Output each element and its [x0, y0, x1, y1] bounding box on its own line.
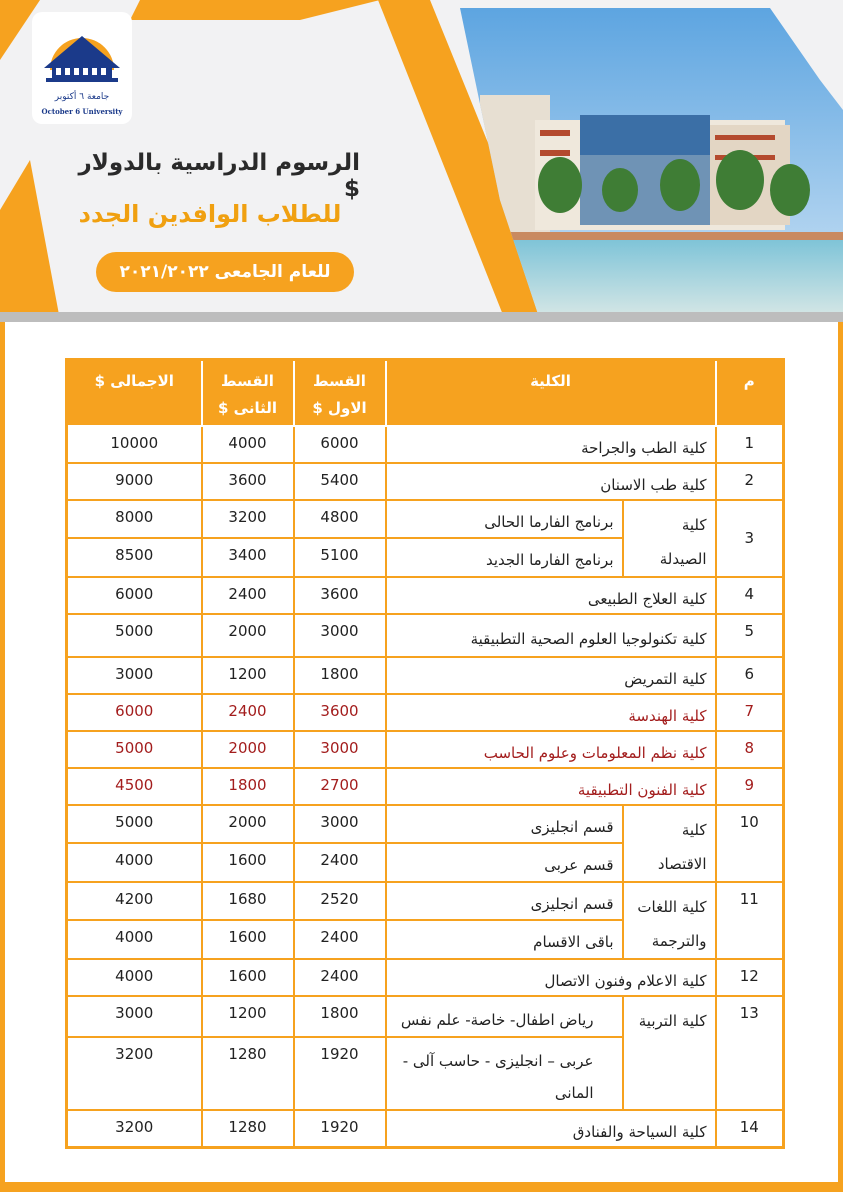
table-row — [67, 614, 784, 657]
table-row — [67, 731, 784, 768]
total-fee: 8500 — [67, 538, 202, 577]
second-installment: 1800 — [202, 768, 294, 805]
table-row — [67, 657, 784, 694]
faculty-name: كلية الهندسة — [386, 694, 716, 731]
first-installment: 3600 — [294, 694, 386, 731]
table-row — [67, 805, 784, 844]
total-fee: 6000 — [67, 577, 202, 614]
first-installment: 2400 — [294, 920, 386, 959]
faculty-name: كلية العلاج الطبيعى — [386, 577, 716, 614]
program-name: قسم عربى — [386, 843, 623, 882]
second-installment: 3400 — [202, 538, 294, 577]
first-installment: 2700 — [294, 768, 386, 805]
row-number: 12 — [716, 959, 784, 996]
first-installment: 6000 — [294, 426, 386, 463]
first-installment: 5100 — [294, 538, 386, 577]
row-number: 4 — [716, 577, 784, 614]
header-banner — [0, 0, 843, 320]
second-installment: 1600 — [202, 920, 294, 959]
program-name: برنامج الفارما الجديد — [386, 538, 623, 577]
total-fee: 4000 — [67, 920, 202, 959]
first-installment: 1920 — [294, 1110, 386, 1148]
faculty-name: كلية الاقتصاد — [623, 805, 716, 882]
faculty-name: كلية التربية — [623, 996, 716, 1110]
table-row — [67, 882, 784, 921]
table-row — [67, 959, 784, 996]
university-logo — [32, 12, 132, 124]
program-name: قسم انجليزى — [386, 805, 623, 844]
second-installment: 2000 — [202, 731, 294, 768]
faculty-name: كلية السياحة والفنادق — [386, 1110, 716, 1148]
program-name: رياض اطفال- خاصة- علم نفس — [386, 996, 623, 1037]
academic-year-badge: للعام الجامعى ٢٠٢١/٢٠٢٢ — [96, 252, 354, 292]
page-subtitle: للطلاب الوافدين الجدد — [78, 200, 342, 228]
row-number: 11 — [716, 882, 784, 959]
faculty-name: كلية طب الاسنان — [386, 463, 716, 500]
logo-mark — [32, 12, 132, 92]
total-fee: 4000 — [67, 843, 202, 882]
total-fee: 5000 — [67, 731, 202, 768]
second-installment: 1280 — [202, 1110, 294, 1148]
total-fee: 5000 — [67, 614, 202, 657]
campus-photo — [440, 0, 843, 320]
table-row — [67, 768, 784, 805]
row-number: 7 — [716, 694, 784, 731]
second-installment: 2400 — [202, 694, 294, 731]
table-row — [67, 463, 784, 500]
header-total: الاجمالى $ — [67, 360, 202, 426]
second-installment: 1200 — [202, 657, 294, 694]
first-installment: 1800 — [294, 657, 386, 694]
row-number: 9 — [716, 768, 784, 805]
first-installment: 3600 — [294, 577, 386, 614]
first-installment: 5400 — [294, 463, 386, 500]
table-header-row — [67, 360, 784, 426]
faculty-name: كلية تكنولوجيا العلوم الصحية التطبيقية — [386, 614, 716, 657]
first-installment: 3000 — [294, 614, 386, 657]
row-number: 8 — [716, 731, 784, 768]
first-installment: 2400 — [294, 959, 386, 996]
total-fee: 4000 — [67, 959, 202, 996]
second-installment: 2000 — [202, 805, 294, 844]
total-fee: 10000 — [67, 426, 202, 463]
second-installment: 3200 — [202, 500, 294, 539]
second-installment: 1680 — [202, 882, 294, 921]
faculty-name: كلية اللغات والترجمة — [623, 882, 716, 959]
second-installment: 2400 — [202, 577, 294, 614]
first-installment: 3000 — [294, 805, 386, 844]
faculty-name: كلية الطب والجراحة — [386, 426, 716, 463]
table-row — [67, 1110, 784, 1148]
row-number: 3 — [716, 500, 784, 577]
header-second-installment: القسط الثانى $ — [202, 360, 294, 426]
row-number: 5 — [716, 614, 784, 657]
fees-table — [65, 358, 785, 1149]
program-name: برنامج الفارما الحالى — [386, 500, 623, 539]
logo-text-english: October 6 University — [41, 107, 123, 116]
total-fee: 4500 — [67, 768, 202, 805]
first-installment: 2400 — [294, 843, 386, 882]
first-installment: 2520 — [294, 882, 386, 921]
header-first-installment: القسط الاول $ — [294, 360, 386, 426]
faculty-name: كلية نظم المعلومات وعلوم الحاسب — [386, 731, 716, 768]
total-fee: 4200 — [67, 882, 202, 921]
row-number: 2 — [716, 463, 784, 500]
second-installment: 4000 — [202, 426, 294, 463]
total-fee: 6000 — [67, 694, 202, 731]
header-faculty: الكلية — [386, 360, 716, 426]
second-installment: 1200 — [202, 996, 294, 1037]
table-row — [67, 500, 784, 539]
first-installment: 1920 — [294, 1037, 386, 1110]
faculty-name: كلية التمريض — [386, 657, 716, 694]
header-number: م — [716, 360, 784, 426]
first-installment: 1800 — [294, 996, 386, 1037]
table-row — [67, 694, 784, 731]
program-name: قسم انجليزى — [386, 882, 623, 921]
total-fee: 3200 — [67, 1037, 202, 1110]
total-fee: 3000 — [67, 996, 202, 1037]
row-number: 14 — [716, 1110, 784, 1148]
total-fee: 3000 — [67, 657, 202, 694]
total-fee: 3200 — [67, 1110, 202, 1148]
table-row — [67, 426, 784, 463]
faculty-name: كلية الصيدلة — [623, 500, 716, 577]
row-number: 10 — [716, 805, 784, 882]
total-fee: 9000 — [67, 463, 202, 500]
table-row — [67, 996, 784, 1037]
total-fee: 8000 — [67, 500, 202, 539]
second-installment: 1600 — [202, 843, 294, 882]
first-installment: 3000 — [294, 731, 386, 768]
faculty-name: كلية الفنون التطبيقية — [386, 768, 716, 805]
header-divider — [0, 312, 843, 322]
second-installment: 2000 — [202, 614, 294, 657]
faculty-name: كلية الاعلام وفنون الاتصال — [386, 959, 716, 996]
logo-text-arabic: جامعة ٦ أكتوبر — [54, 92, 110, 102]
table-row — [67, 577, 784, 614]
row-number: 6 — [716, 657, 784, 694]
program-name: عربى – انجليزى - حاسب آلى - المانى — [386, 1037, 623, 1110]
row-number: 1 — [716, 426, 784, 463]
second-installment: 3600 — [202, 463, 294, 500]
page-title: الرسوم الدراسية بالدولار $ — [78, 150, 360, 202]
program-name: باقى الاقسام — [386, 920, 623, 959]
total-fee: 5000 — [67, 805, 202, 844]
row-number: 13 — [716, 996, 784, 1110]
second-installment: 1280 — [202, 1037, 294, 1110]
first-installment: 4800 — [294, 500, 386, 539]
second-installment: 1600 — [202, 959, 294, 996]
